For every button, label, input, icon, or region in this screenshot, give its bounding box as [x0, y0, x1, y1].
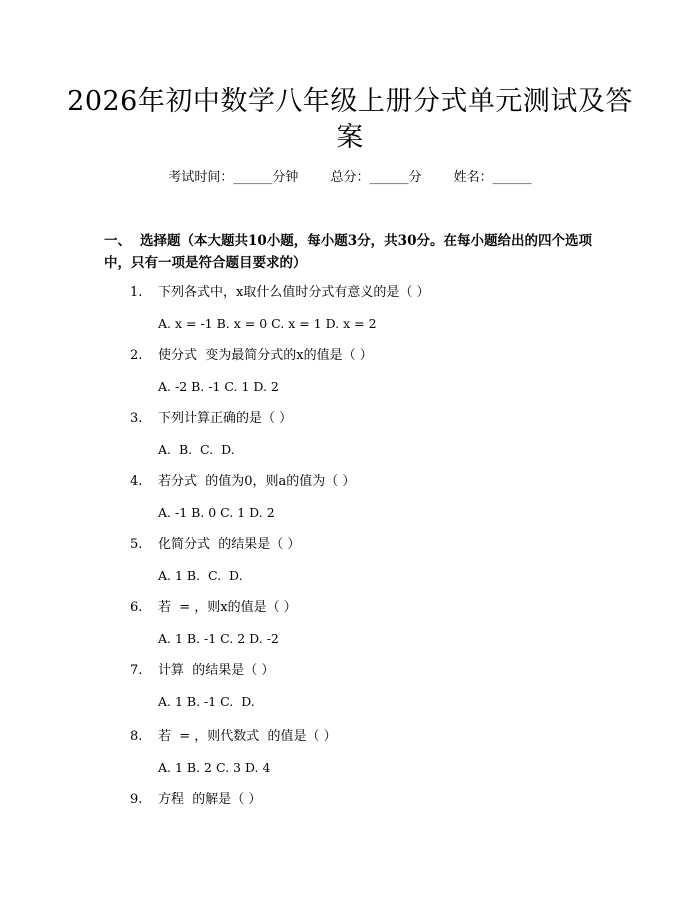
student-name-field: 姓名：______ [453, 170, 532, 185]
question-8-options: A. 1 B. 2 C. 3 D. 4 [158, 760, 271, 775]
question-4-options: A. -1 B. 0 C. 1 D. 2 [158, 505, 275, 520]
question-text: 下列计算正确的是（ ） [158, 411, 293, 426]
question-text: 使分式 变为最简分式的x的值是（ ） [158, 348, 373, 363]
question-number: 9. [130, 792, 143, 807]
question-2 [130, 346, 373, 366]
exam-info-line [0, 168, 700, 188]
question-9 [130, 790, 261, 810]
exam-time-field: 考试时间：______分钟 [168, 170, 299, 185]
question-number: 3. [130, 411, 143, 426]
question-number: 7. [130, 663, 143, 678]
question-number: 2. [130, 348, 143, 363]
question-text: 计算 的结果是（ ） [158, 663, 275, 678]
section-number: 一、 [104, 233, 131, 249]
question-number: 5. [130, 537, 143, 552]
question-7-options: A. 1 B. -1 C. D. [158, 694, 255, 709]
question-1-options: A. x = -1 B. x = 0 C. x = 1 D. x = 2 [158, 316, 377, 331]
question-number: 8. [130, 729, 143, 744]
question-number: 4. [130, 474, 143, 489]
question-3 [130, 409, 292, 429]
question-text: 方程 的解是（ ） [158, 792, 262, 807]
question-text: 下列各式中，x取什么值时分式有意义的是（ ） [158, 285, 430, 300]
question-6-options: A. 1 B. -1 C. 2 D. -2 [158, 631, 279, 646]
question-text: 若 = ，则x的值是（ ） [158, 600, 297, 615]
page-title: 2026年初中数学八年级上册分式单元测试及答案 [67, 86, 633, 153]
question-2-options: A. -2 B. -1 C. 1 D. 2 [158, 379, 279, 394]
question-7 [130, 661, 274, 681]
question-5 [130, 535, 300, 555]
question-text: 化简分式 的结果是（ ） [158, 537, 301, 552]
question-number: 1. [130, 285, 143, 300]
total-score-field: 总分：______分 [330, 170, 422, 185]
question-8 [130, 727, 337, 747]
question-number: 6. [130, 600, 143, 615]
question-4 [130, 472, 355, 492]
section-heading-text: 选择题（本大题共10小题，每小题3分，共30分。在每小题给出的四个选项中，只有一项是符合题目要求的） [104, 233, 592, 271]
question-1 [130, 283, 429, 303]
question-5-options: A. 1 B. C. D. [158, 568, 243, 583]
question-3-options: A. B. C. D. [158, 442, 235, 457]
question-text: 若 = ，则代数式 的值是（ ） [158, 729, 337, 744]
section-heading-choice [104, 230, 604, 274]
question-6 [130, 598, 297, 618]
question-text: 若分式 的值为0，则a的值为（ ） [158, 474, 356, 489]
